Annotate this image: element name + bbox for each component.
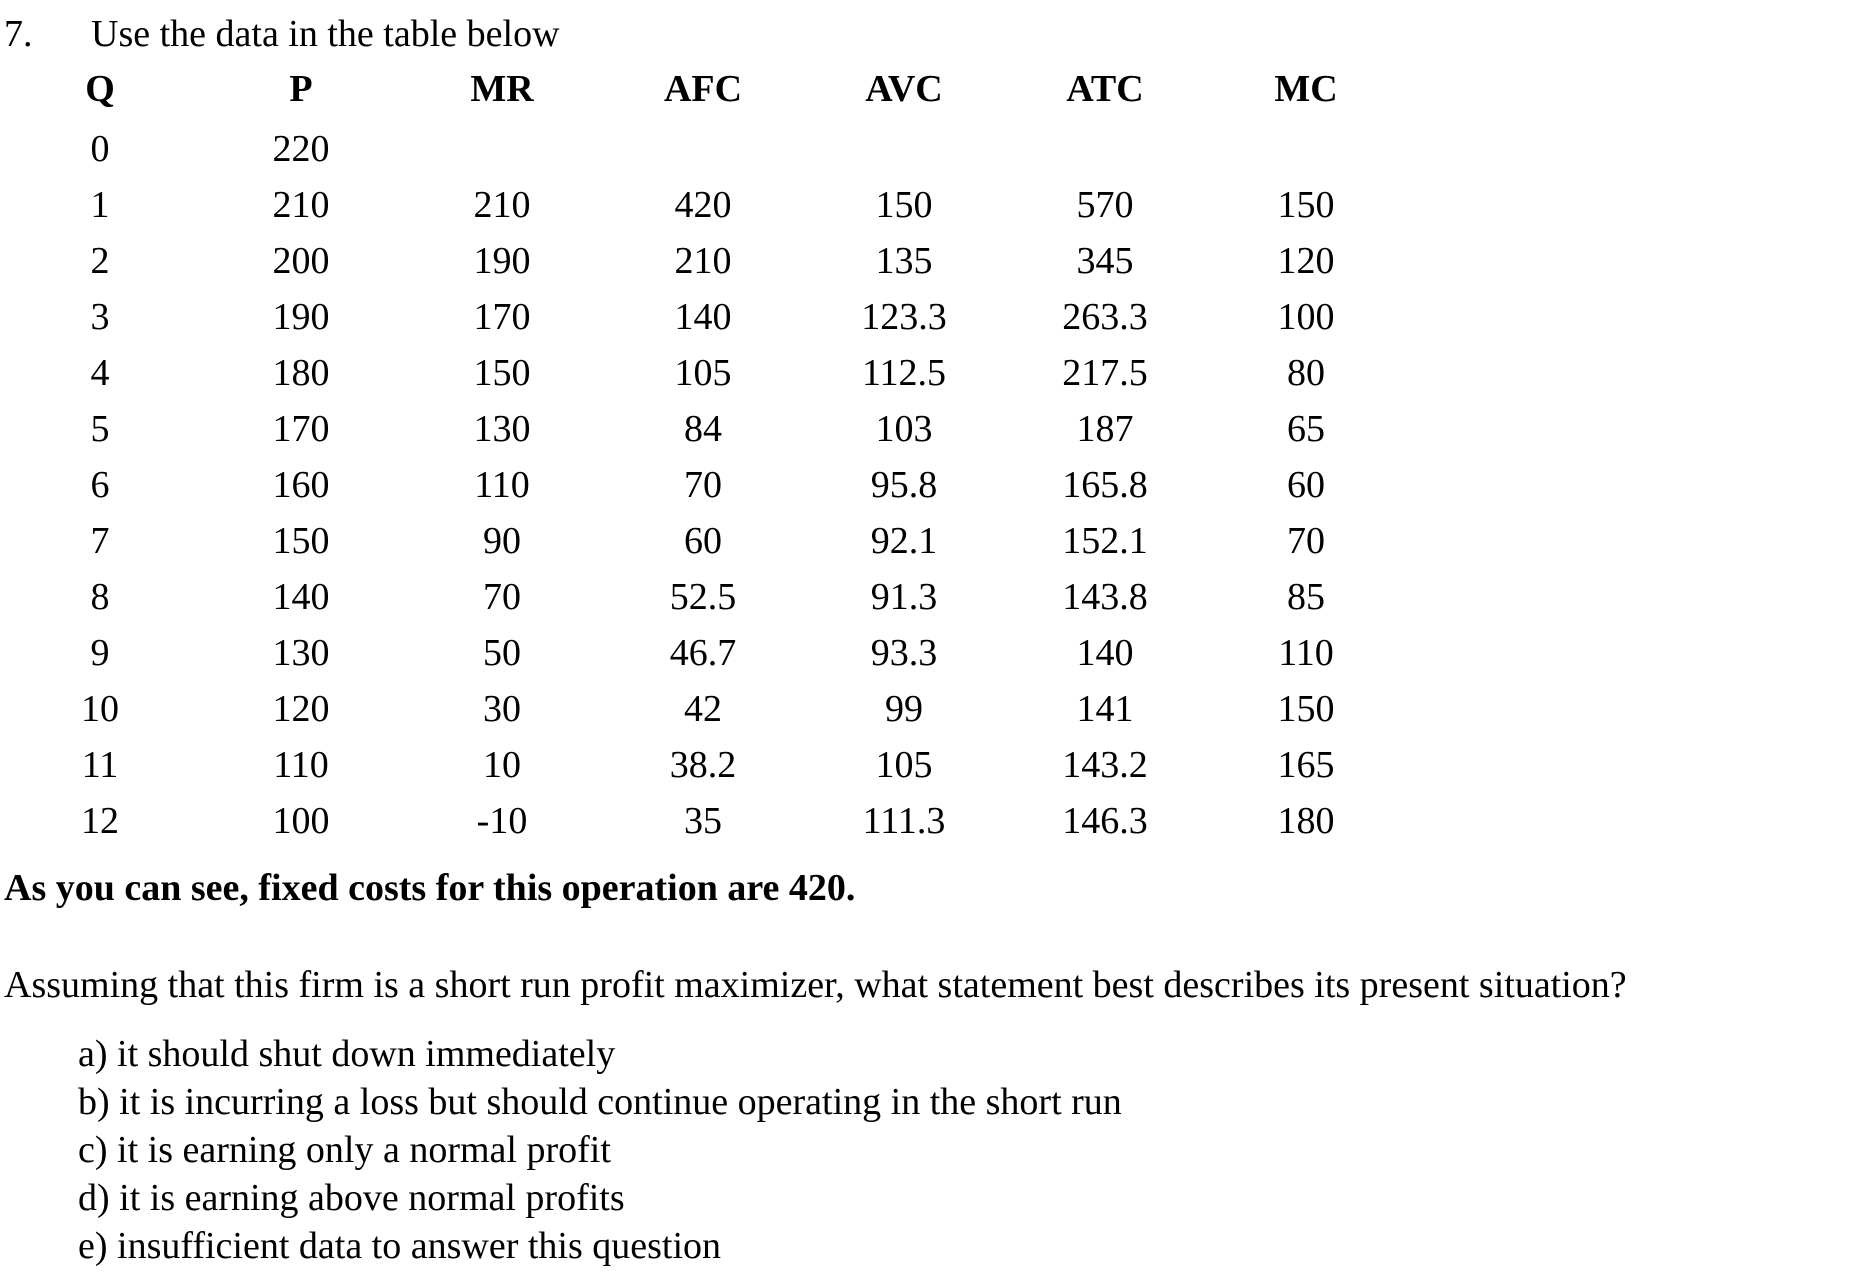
- table-cell: 210: [674, 240, 732, 282]
- table-cell: 52.5: [669, 576, 737, 618]
- table-cell: 9: [90, 632, 110, 674]
- table-cell: 111.3: [862, 800, 946, 842]
- column-header: MR: [470, 68, 534, 110]
- table-cell: 420: [674, 184, 732, 226]
- table-cell: 150: [272, 520, 330, 562]
- table-cell: 30: [483, 688, 521, 730]
- table-cell: 92.1: [870, 520, 938, 562]
- table-cell: 110: [1278, 632, 1334, 674]
- table-cell: 160: [272, 464, 330, 506]
- table-cell: 91.3: [870, 576, 938, 618]
- table-cell: 180: [272, 352, 330, 394]
- column-header: MC: [1274, 68, 1338, 110]
- column-header: ATC: [1066, 68, 1144, 110]
- table-cell: 46.7: [669, 632, 737, 674]
- table-cell: 3: [90, 296, 110, 338]
- column-header: P: [289, 68, 313, 110]
- table-cell: 60: [1287, 464, 1325, 506]
- table-cell: 146.3: [1062, 800, 1148, 842]
- table-cell: 105: [674, 352, 732, 394]
- table-cell: 60: [684, 520, 722, 562]
- table-cell: 140: [1076, 632, 1134, 674]
- answer-options: [78, 1030, 1122, 1270]
- option-d[interactable]: d) it is earning above normal profits: [78, 1177, 625, 1219]
- table-cell: 120: [1277, 240, 1335, 282]
- table-cell: 10: [81, 688, 119, 730]
- table-cell: 150: [473, 352, 531, 394]
- table-cell: 345: [1076, 240, 1134, 282]
- table-cell: 187: [1076, 408, 1134, 450]
- table-cell: 99: [885, 688, 923, 730]
- table-cell: 140: [272, 576, 330, 618]
- option-e[interactable]: e) insufficient data to answer this question: [78, 1225, 722, 1267]
- table-cell: 10: [483, 744, 521, 786]
- table-cell: 165.8: [1062, 464, 1148, 506]
- table-cell: 70: [483, 576, 521, 618]
- table-cell: 190: [272, 296, 330, 338]
- table-cell: 2: [90, 240, 110, 282]
- table-cell: 50: [483, 632, 521, 674]
- table-cell: 570: [1076, 184, 1134, 226]
- table-cell: 141: [1076, 688, 1134, 730]
- table-cell: 130: [272, 632, 330, 674]
- table-cell: 70: [684, 464, 722, 506]
- table-cell: 150: [875, 184, 933, 226]
- table-cell: 84: [684, 408, 722, 450]
- table-cell: 7: [90, 520, 110, 562]
- table-cell: 152.1: [1062, 520, 1148, 562]
- column-header: AFC: [663, 68, 743, 110]
- column-header: AVC: [865, 68, 943, 110]
- table-cell: 95.8: [870, 464, 938, 506]
- table-cell: 1: [90, 184, 110, 226]
- table-cell: 190: [473, 240, 531, 282]
- table-cell: 135: [875, 240, 933, 282]
- table-cell: 130: [473, 408, 531, 450]
- table-cell: 70: [1287, 520, 1325, 562]
- table-cell: 6: [90, 464, 110, 506]
- table-cell: 170: [473, 296, 531, 338]
- table-cell: -10: [476, 800, 528, 842]
- table-cell: 4: [90, 352, 110, 394]
- table-cell: 100: [272, 800, 330, 842]
- table-cell: 90: [483, 520, 521, 562]
- question-number: 7.: [4, 13, 33, 55]
- table-cell: 150: [1277, 184, 1335, 226]
- table-cell: 11: [81, 744, 119, 786]
- table-cell: 140: [674, 296, 732, 338]
- table-cell: 170: [272, 408, 330, 450]
- table-cell: 112.5: [861, 352, 947, 394]
- table-cell: 200: [272, 240, 330, 282]
- table-cell: 35: [684, 800, 722, 842]
- table-cell: 5: [90, 408, 110, 450]
- table-cell: 143.8: [1062, 576, 1148, 618]
- table-cell: 8: [90, 576, 110, 618]
- table-cell: 0: [90, 128, 110, 170]
- table-cell: 143.2: [1062, 744, 1148, 786]
- table-cell: 110: [273, 744, 329, 786]
- table-cell: 93.3: [870, 632, 938, 674]
- table-cell: 150: [1277, 688, 1335, 730]
- option-b[interactable]: b) it is incurring a loss but should continue operating in the short run: [78, 1081, 1122, 1123]
- table-cell: 103: [875, 408, 933, 450]
- table-cell: 210: [473, 184, 531, 226]
- column-header: Q: [85, 68, 115, 110]
- table-cell: 80: [1287, 352, 1325, 394]
- option-c[interactable]: c) it is earning only a normal profit: [78, 1129, 611, 1171]
- table-cell: 210: [272, 184, 330, 226]
- table-cell: 263.3: [1062, 296, 1148, 338]
- table-cell: 100: [1277, 296, 1335, 338]
- option-a[interactable]: a) it should shut down immediately: [78, 1033, 616, 1075]
- table-cell: 217.5: [1062, 352, 1148, 394]
- table-cell: 120: [272, 688, 330, 730]
- table-cell: 12: [81, 800, 119, 842]
- table-cell: 165: [1277, 744, 1335, 786]
- table-cell: 65: [1287, 408, 1325, 450]
- table-cell: 123.3: [861, 296, 947, 338]
- table-cell: 38.2: [669, 744, 737, 786]
- table-cell: 180: [1277, 800, 1335, 842]
- question-intro: Use the data in the table below: [91, 13, 560, 55]
- question-prompt: Assuming that this firm is a short run profit maximizer, what statement best describes its present situation?: [4, 964, 1627, 1006]
- table-cell: 220: [272, 128, 330, 170]
- table-cell: 110: [474, 464, 530, 506]
- table-cell: 105: [875, 744, 933, 786]
- table-cell: 42: [684, 688, 722, 730]
- fixed-cost-note: As you can see, fixed costs for this operation are 420.: [4, 867, 856, 909]
- table-cell: 85: [1287, 576, 1325, 618]
